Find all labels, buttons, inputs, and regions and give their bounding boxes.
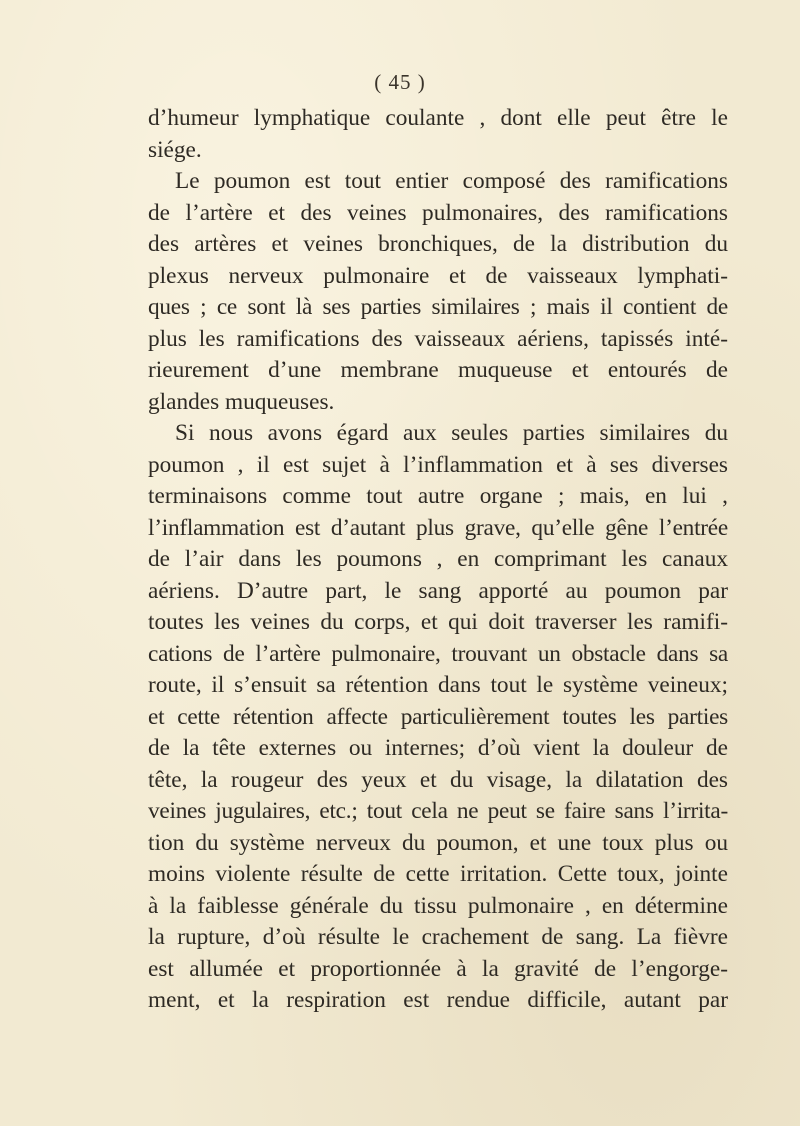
text-line: plexus nerveux pulmonaire et de vaisseaux lymphati-: [148, 262, 728, 289]
text-line: poumon , il est sujet à l’inflammation et à ses diverses: [148, 451, 728, 478]
text-line: à la faiblesse générale du tissu pulmonaire , en détermine: [148, 892, 728, 919]
text-line: l’inflammation est d’autant plus grave, qu’elle gêne l’entrée: [148, 514, 728, 541]
text-line: tête, la rougeur des yeux et du visage, la dilatation des: [148, 766, 728, 793]
text-line: toutes les veines du corps, et qui doit traverser les ramifi-: [148, 609, 728, 635]
text-line: glandes muqueuses.: [148, 388, 335, 415]
text-line: de la tête externes ou internes; d’où vient la douleur de: [148, 735, 728, 761]
text-line: la rupture, d’où résulte le crachement de sang. La fièvre: [148, 924, 728, 950]
text-line: rieurement d’une membrane muqueuse et entourés de: [148, 357, 728, 383]
text-line: aériens. D’autre part, le sang apporté au poumon par: [148, 577, 728, 604]
text-line: siége.: [148, 136, 202, 163]
text-line: d’humeur lymphatique coulante , dont elle peut être le: [148, 105, 728, 131]
paragraph-start-line: Si nous avons égard aux seules parties similaires du: [175, 420, 728, 446]
text-line: cations de l’artère pulmonaire, trouvant un obstacle dans sa: [148, 640, 728, 667]
text-line: est allumée et proportionnée à la gravité de l’engorge-: [148, 955, 728, 982]
text-line: des artères et veines bronchiques, de la distribution du: [148, 231, 728, 257]
text-line: terminaisons comme tout autre organe ; mais, en lui ,: [148, 483, 728, 509]
text-line: de l’air dans les poumons , en comprimant les canaux: [148, 546, 728, 572]
text-line: route, il s’ensuit sa rétention dans tout le système veineux;: [148, 672, 728, 698]
text-line: ment, et la respiration est rendue difficile, autant par: [148, 987, 728, 1013]
text-line: et cette rétention affecte particulièrement toutes les parties: [148, 703, 728, 730]
text-line: moins violente résulte de cette irritation. Cette toux, jointe: [148, 861, 728, 887]
paragraph-start-line: Le poumon est tout entier composé des ramifications: [175, 168, 728, 194]
page-number: ( 45 ): [374, 70, 426, 94]
text-line: plus les ramifications des vaisseaux aériens, tapissés inté-: [148, 325, 728, 352]
body-text: [148, 103, 728, 1017]
text-line: ques ; ce sont là ses parties similaires ; mais il contient de: [148, 294, 728, 320]
text-line: veines jugulaires, etc.; tout cela ne peut se faire sans l’irrita-: [148, 798, 728, 824]
text-line: de l’artère et des veines pulmonaires, des ramifications: [148, 199, 728, 226]
text-line: tion du système nerveux du poumon, et une toux plus ou: [148, 829, 728, 856]
